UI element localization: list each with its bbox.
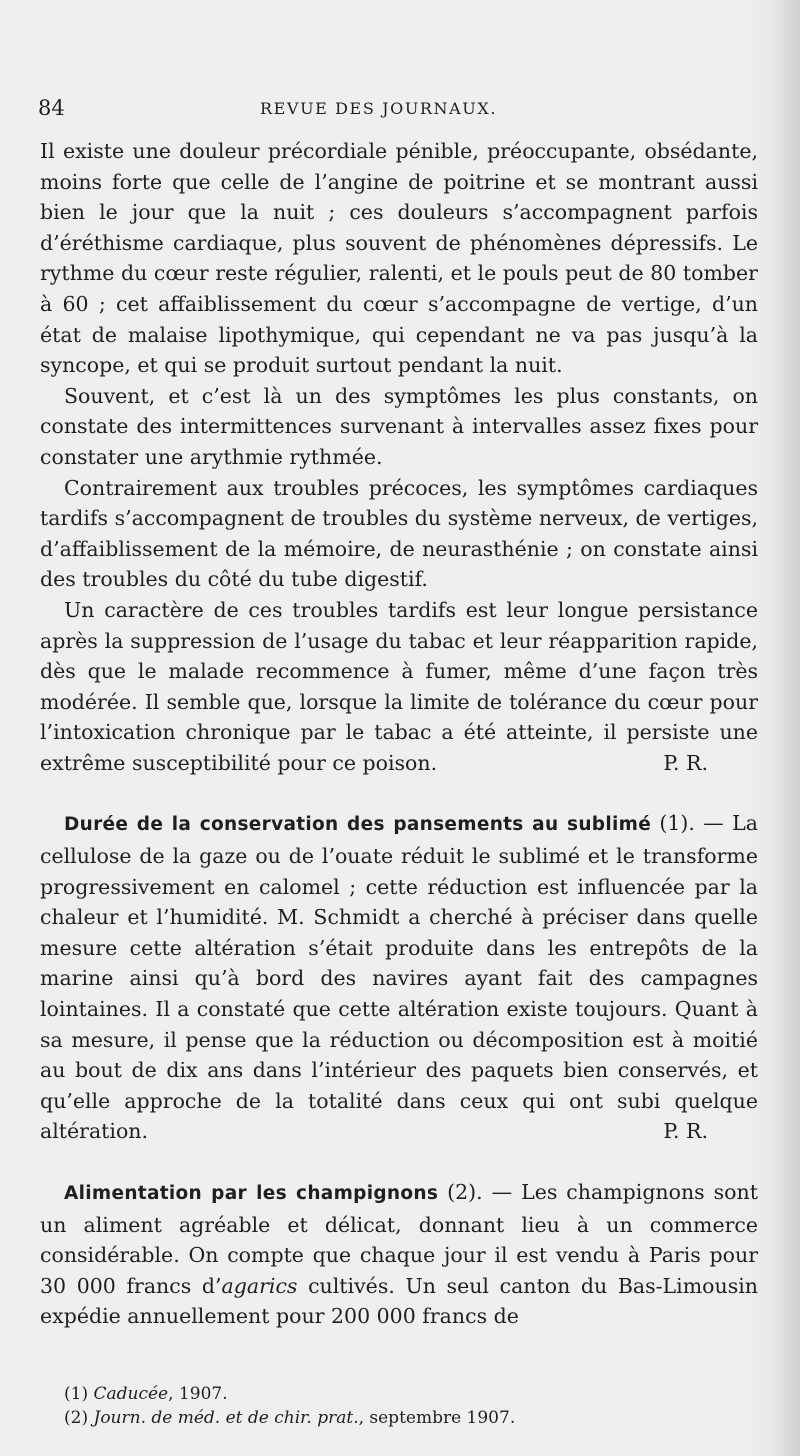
footnote-detail: , septembre 1907. [358,1408,516,1428]
footnote-marker: (2) [64,1408,89,1428]
footnotes [64,1382,724,1430]
article-body-italic: agarics [221,1273,298,1298]
paragraph: Souvent, et c’est là un des symptômes les plus constants, on constate des intermittences survenant à intervalles assez fixes pour constater une arythmie rythmée. [40,383,758,469]
text-block [40,136,758,1332]
paragraph [40,595,758,779]
article-title: Durée de la conservation des pansements au sublimé [64,814,652,836]
article-body: — Les champignons sont un aliment agréable et délicat, donnant lieu à un commerce considérable. On compte que chaque jour il est vendu à Paris pour 30 000 francs d’ [40,1180,758,1298]
footnote [64,1382,724,1406]
article-body: — La cellulose de la gaze ou de l’ouate réduit le sublimé et le transforme progressivement en calomel ; cette réduction est influencée par la chaleur et l’humidité. M. Schmidt a cherché à préciser dans quelle mesure cette altération s’était produite dans les entrepôts de la marine ainsi qu’à bord des navires ayant fait des campagnes lointaines. Il a constaté que cette altération existe toujours. Quant à sa mesure, il pense que la réduction ou décomposition est à moitié au bout de dix ans dans l’intérieur des paquets bien conservés, et qu’elle approche de la totalité dans ceux qui ont subi quelque altération. [40,811,758,1144]
footnote-source: Journ. de méd. et de chir. prat. [93,1408,359,1428]
article-sublime [40,808,758,1147]
journal-title: REVUE DES JOURNAUX. [260,99,498,118]
paragraph: Contrairement aux troubles précoces, les symptômes cardiaques tardifs s’accompagnent de troubles du système nerveux, de vertiges, d’affaiblissement de la mémoire, de neurasthénie ; on constate ainsi des troubles du côté du tube digestif. [40,475,758,592]
article-champignons [40,1177,758,1332]
article-paragraph [40,1177,758,1332]
page-number: 84 [38,96,65,120]
footnote-reference: (1). [659,811,695,836]
running-head [38,96,758,124]
article-title: Alimentation par les champignons [64,1183,439,1204]
paragraph-text: Un caractère de ces troubles tardifs est leur longue persistance après la suppression de l’usage du tabac et leur réapparition rapide, dès que le malade recommence à fumer, même d’une façon très modérée. Il semble que, lorsque la limite de tolérance du cœur pour l’intoxication chronique par le tabac a été atteinte, il persiste une extrême susceptibilité pour ce poison. [40,597,758,775]
footnote-source: Caducée [93,1384,169,1404]
author-signature: P. R. [663,1119,708,1144]
paragraph: Il existe une douleur précordiale pénible, préoccupante, obsédante, moins forte que celle de l’angine de poitrine et se montrant aussi bien le jour que la nuit ; ces douleurs s’accompagnent parfois d’éréthisme cardiaque, plus souvent de phénomènes dépressifs. Le rythme du cœur reste régulier, ralenti, et le pouls peut de 80 tomber à 60 ; cet affaiblissement du cœur s’accompagne de vertige, d’un état de malaise lipothymique, qui cependant ne va pas jusqu’à la syncope, et qui se produit surtout pendant la nuit. [40,139,758,378]
article-paragraph [40,808,758,1147]
article-body: cultivés. Un seul canton du Bas-Limousin expédie annuellement pour 200 000 francs de [40,1273,758,1329]
author-signature: P. R. [663,750,708,775]
footnote-detail: , 1907. [168,1384,228,1404]
footnote-marker: (1) [64,1384,89,1404]
footnote-reference: (2). [447,1180,483,1204]
footnote [64,1406,724,1430]
